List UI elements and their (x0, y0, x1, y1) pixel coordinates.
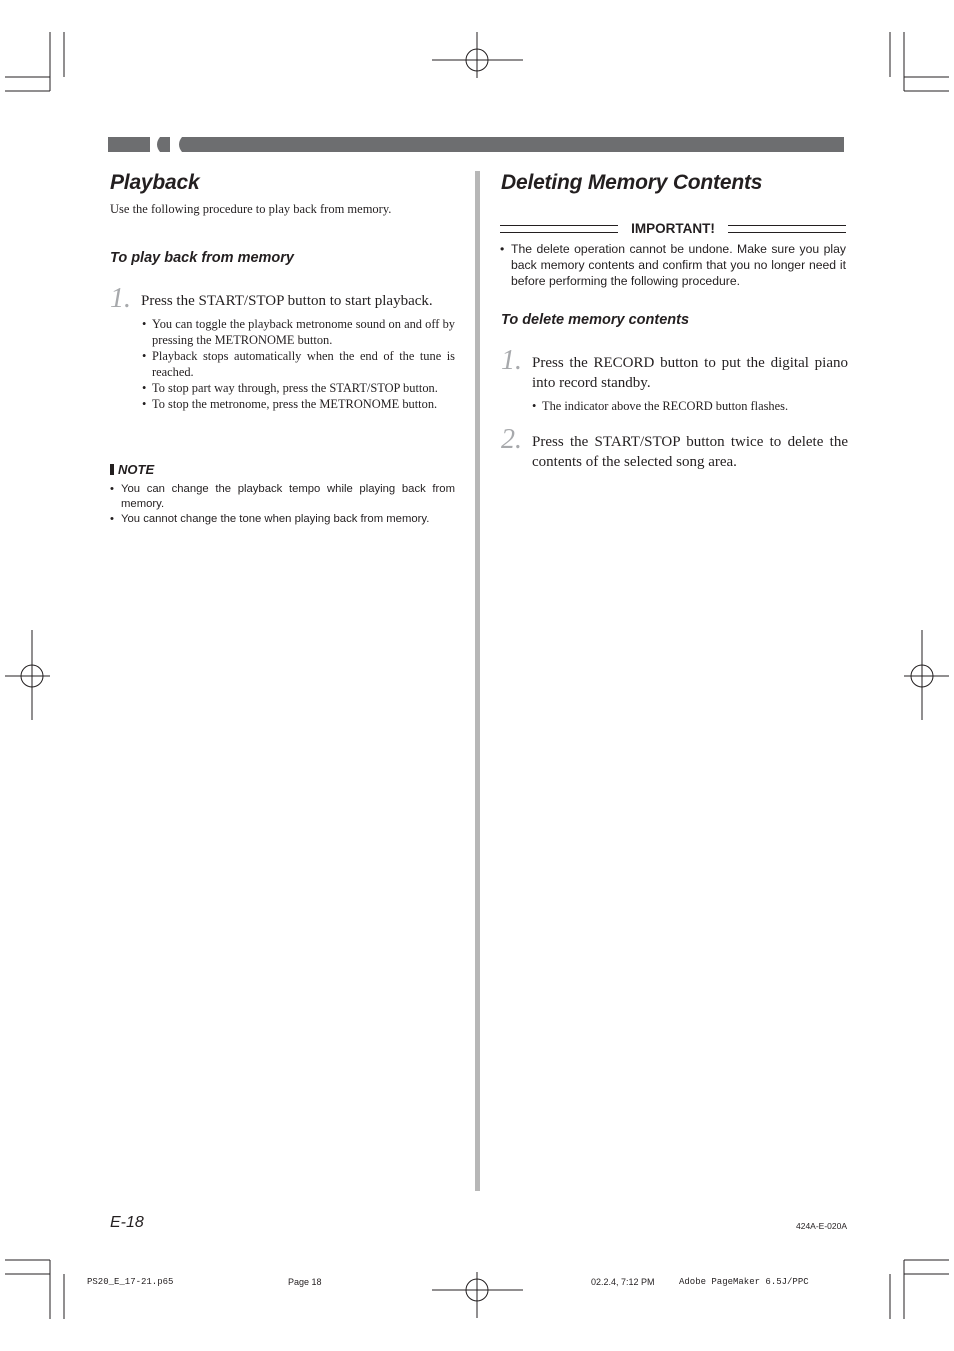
note-label: NOTE (118, 462, 155, 477)
step-text: Press the START/STOP button to start playback. (141, 293, 433, 309)
list-item: • You can change the playback tempo while playing back from memory. (110, 482, 455, 512)
step-number: 2. (501, 424, 522, 455)
important-bullets (500, 241, 846, 289)
section-title-playback: Playback (110, 171, 200, 194)
subheading-play-back: To play back from memory (110, 250, 294, 266)
slug-application: Adobe PageMaker 6.5J/PPC (679, 1277, 809, 1287)
list-item: • You cannot change the tone when playing back from memory. (110, 512, 455, 527)
column-divider (475, 171, 480, 1191)
step-bullets (142, 316, 455, 412)
list-item: • Playback stops automatically when the end of the tune is reached. (142, 348, 455, 380)
section-title-deleting: Deleting Memory Contents (501, 171, 763, 194)
header-bar (108, 137, 844, 152)
list-item: • The indicator above the RECORD button flashes. (532, 398, 846, 414)
important-label: IMPORTANT! (631, 221, 715, 236)
doc-code: 424A-E-020A (796, 1221, 848, 1231)
step-bullets (532, 398, 846, 414)
note-icon (110, 464, 114, 475)
list-item: • To stop part way through, press the START/STOP button. (142, 380, 455, 396)
list-item: • To stop the metronome, press the METRONOME button. (142, 396, 455, 412)
page-number: E-18 (110, 1214, 144, 1231)
list-item: • The delete operation cannot be undone. Make sure you play back memory contents and confirm that you no longer need it before performing the following procedure. (500, 241, 846, 289)
step-number: 1. (110, 283, 131, 314)
note-heading (110, 462, 154, 477)
step-text: Press the RECORD button to put the digital piano into record standby. (532, 355, 848, 391)
important-banner (500, 221, 846, 239)
step-text: Press the START/STOP button twice to delete the contents of the selected song area. (532, 434, 848, 470)
intro-text: Use the following procedure to play back from memory. (110, 202, 392, 216)
slug-date: 02.2.4, 7:12 PM (591, 1277, 655, 1287)
slug-filename: PS20_E_17-21.p65 (87, 1277, 174, 1287)
subheading-delete: To delete memory contents (501, 312, 690, 328)
list-item: • You can toggle the playback metronome sound on and off by pressing the METRONOME button. (142, 316, 455, 348)
note-bullets (110, 482, 455, 527)
slug-page: Page 18 (288, 1277, 322, 1287)
step-number: 1. (501, 345, 522, 376)
